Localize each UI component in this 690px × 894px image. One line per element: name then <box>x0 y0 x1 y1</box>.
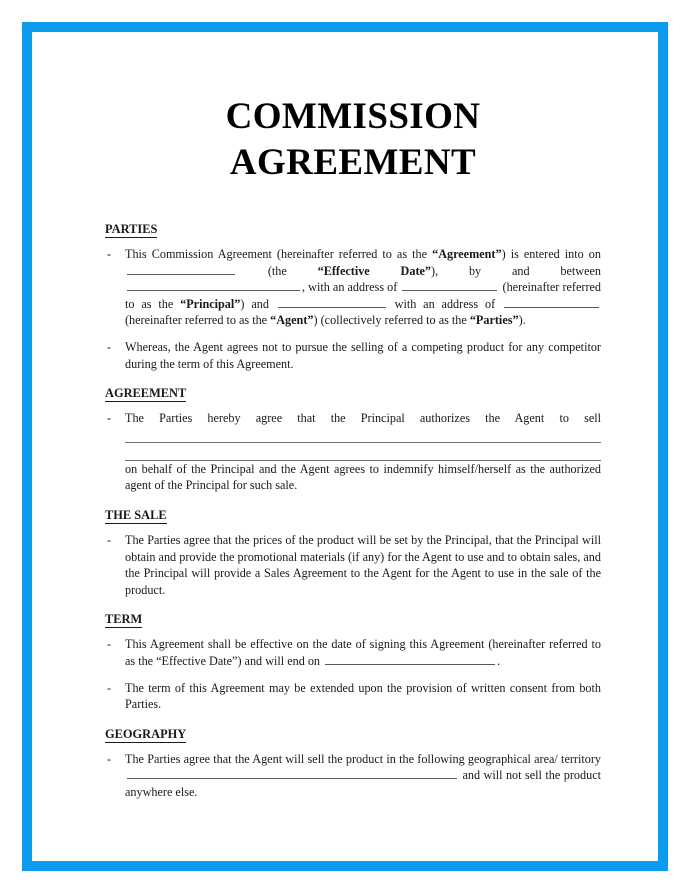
clause-text: The Parties agree that the prices of the product will be set by the Principal, that the Principal will obtain and provide the promotional materials (if any) for the Agent to use and to obtain sales, and the Principal will provide a Sales Agreement to the Agent for the Agent to use in the sale of the product. <box>125 532 601 597</box>
blank-field-agent-name[interactable] <box>278 296 386 308</box>
clause-bold-principal: “Principal” <box>180 296 241 311</box>
clause-text-line-1: The Parties hereby agree that the Principal authorizes the Agent to sell <box>125 411 601 426</box>
bullet-dash-icon: - <box>107 637 112 652</box>
clause-text-segment: (the <box>237 263 318 278</box>
clause-text: Whereas, the Agent agrees not to pursue the selling of a competing product for any competitor during the term of this Agreement. <box>125 339 601 371</box>
blank-field-territory[interactable] <box>127 767 457 779</box>
section-heading-the-sale: THE SALE <box>105 507 167 522</box>
clause-text-segment: ) is entered into on <box>501 247 601 261</box>
page-title <box>105 94 601 186</box>
clause-text-segment: ) and <box>240 296 276 311</box>
bullet-dash-icon: - <box>107 532 112 547</box>
blank-field-agent-address[interactable] <box>504 296 599 308</box>
section-term <box>105 598 601 712</box>
clause-text-segment: ) (collectively referred to as the <box>313 313 470 328</box>
clause-text-segment: (hereinafter referred to as the <box>125 280 602 311</box>
clause-text-segment: . <box>497 653 501 668</box>
document-body <box>105 94 601 800</box>
clause-bold-parties: “Parties” <box>469 313 519 328</box>
clause-text: The term of this Agreement may be extended upon the provision of written consent from both Parties. <box>125 680 601 712</box>
section-heading-wrap-parties <box>105 208 601 246</box>
clause-text-segment: The Parties agree that the Agent will sell the product in the following geographical area/ territory <box>125 751 601 766</box>
section-heading-wrap-agreement <box>105 372 601 410</box>
section-agreement <box>105 372 601 494</box>
blank-field-end-date[interactable] <box>325 653 495 665</box>
clause-text-segment: This Commission Agreement (hereinafter referred to as the <box>125 247 433 261</box>
section-parties <box>105 208 601 372</box>
blank-field-principal-address[interactable] <box>402 279 497 291</box>
blank-field-principal-name[interactable] <box>127 279 300 291</box>
clause-text-segment: and will not sell the product anywhere else. <box>125 768 601 799</box>
blank-field-effective-date[interactable] <box>127 263 235 275</box>
section-heading-wrap-term <box>105 598 601 636</box>
section-heading-geography: GEOGRAPHY <box>105 726 187 741</box>
clause-text-segment: ), by and between <box>431 263 601 278</box>
clause-bold-effective-date: “Effective Date” <box>317 263 432 278</box>
document-page <box>32 32 658 861</box>
clause-parties-1 <box>105 246 601 329</box>
section-heading-wrap-the-sale <box>105 494 601 532</box>
clause-text-line-2: on behalf of the Principal and the Agent agrees to indemnify himself/herself as the authorized agent of the Principal for such sale. <box>125 461 601 493</box>
section-heading-parties: PARTIES <box>105 222 158 236</box>
clause-text-segment: , with an address of <box>302 280 401 295</box>
page-title-line-2: AGREEMENT <box>229 142 477 183</box>
page-title-line-1: COMMISSION <box>225 96 481 137</box>
clause-geography-1 <box>105 751 601 801</box>
section-heading-wrap-geography <box>105 713 601 751</box>
clause-bold-agent: “Agent” <box>270 313 314 328</box>
section-the-sale <box>105 494 601 598</box>
blank-field-sale-description-line-1[interactable] <box>125 442 601 443</box>
clause-parties-2 <box>105 339 601 372</box>
document-page-frame <box>22 22 668 871</box>
clause-term-1 <box>105 636 601 669</box>
bullet-dash-icon: - <box>107 247 112 261</box>
clause-term-2 <box>105 680 601 713</box>
clause-text-segment: with an address of <box>387 296 502 311</box>
clause-text-segment: (hereinafter referred to as the <box>125 313 271 328</box>
clause-text-segment: This Agreement shall be effective on the date of signing this Agreement (hereinafter referred to as the “Effective Date”) and will end on <box>125 637 601 668</box>
bullet-dash-icon: - <box>107 339 112 354</box>
clause-agreement-1 <box>105 410 601 494</box>
section-geography <box>105 713 601 801</box>
clause-the-sale-1 <box>105 532 601 598</box>
clause-bold-agreement: “Agreement” <box>432 247 502 261</box>
section-heading-agreement: AGREEMENT <box>105 386 187 401</box>
bullet-dash-icon: - <box>107 751 112 766</box>
bullet-dash-icon: - <box>107 680 112 695</box>
bullet-dash-icon: - <box>107 411 112 426</box>
clause-text-segment: ). <box>518 313 526 328</box>
section-heading-term: TERM <box>105 612 143 627</box>
